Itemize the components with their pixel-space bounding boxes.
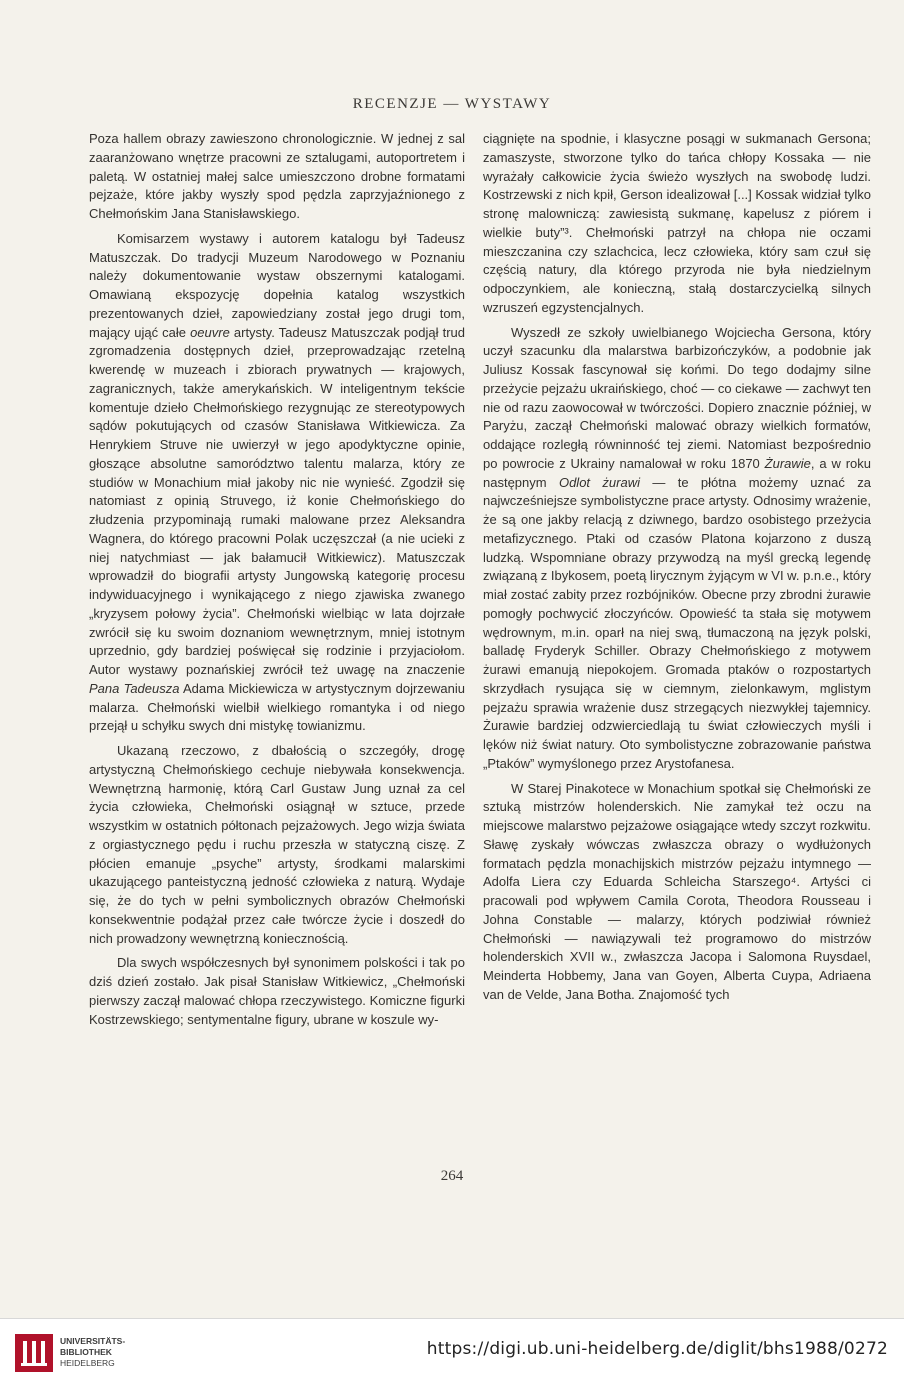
left-paragraph-3: Ukazaną rzeczowo, z dbałością o szczegóły, drogę artystyczną Chełmońskiego cechuje niebywała konsekwencja. Wewnętrzną harmonię, którą Carl Gustaw Jung uznał za cel życia człowieka, Chełmoński osiągnął w sztuce, przede wszystkim w ostatnich półtonach pejzażowych. Jego wizja świata z orgiastycznego pędu i ruchu przeszła w statyczną ciszę. Z płócien emanuje „psyche” artysty, środkami malarskimi ukazującego panteistyczną jedność człowieka z naturą. Wydaje się, że do tych w pełni symbolicznych obrazów Chełmoński konsekwentnie podążał przez całe twórcze życie i doszedł do nich prowadzony wewnętrzną koniecznością.	[89, 743, 465, 946]
left-paragraph-2-text-c: Adama Mickiewicza w artystycznym dojrzewaniu malarza. Chełmoński wielbił wielkiego romantyka i od niego przejął u schyłku swych dni mistykę towianizmu.	[89, 680, 465, 734]
left-paragraph-2-text-a: Komisarzem wystawy i autorem katalogu był Tadeusz Matuszczak. Do tradycji Muzeum Narodowego w Poznaniu należy dokumentowanie wystaw obszernymi katalogami. Omawianą ekspozycję dopełnia katalog wszystkich prezentowanych dzieł, zapowiedziany został jego drugi tom, mający ująć całe	[89, 230, 465, 340]
pan-tadeusz-italic: Pana Tadeusza	[89, 680, 180, 696]
left-column	[89, 130, 465, 1035]
right-paragraph-2-text-c: — te płótna możemy uznać za najwcześniejsze symbolistyczne prace artysty. Odnosimy wrażenie, że są one jakby relacją z dziwnego, bardzo osobistego przeżycia metafizycznego. Ptaki od czasów Platona kojarzono z duszą ludzką. Wspomniane obrazy przywodzą na myśl grecką legendę związaną z Ibykosem, poetą lirycznym żyjącym w VI w. p.n.e., który miał zostać zabity przez rozbójników. Obecne przy zbrodni żurawie pomogły pochwycić złoczyńców. Opowieść ta stała się motywem wędrownym, m.in. oparł na niej swą, tłumaczoną na język polski, balladę Fryderyk Schiller. Obrazy Chełmońskiego z motywem żurawi emanują niepokojem. Gromada ptaków o rozpostartych skrzydłach rysująca się w ciemnym, zielonkawym, mglistym pejzażu sprawia wrażenie dusz strzegących niezwykłej tajemnicy. Żurawie bardziej odzwierciedlają tu świat człowieczych myśli i lęków niż świat natury. Oto symbolistyczne zobrazowanie państwa „Ptaków” wymyślonego przez Arystofanesa.	[483, 474, 871, 771]
logo-line-2: BIBLIOTHEK	[60, 1347, 112, 1357]
logo-line-3: HEIDELBERG	[60, 1358, 115, 1368]
left-paragraph-2-text-b: artysty. Tadeusz Matuszczak podjął trud zgromadzenia dostępnych dzieł, przeprowadzając rzetelną kwerendę w muzeach i zbiorach prywatnych — krajowych, zagranicznych, także amerykańskich. W inteligentnym tekście komentuje dzieło Chełmońskiego rezygnując ze stereotypowych sądów pokutujących od czasów Stanisława Witkiewicza. Za Henrykiem Struve nie uwierzył w jego apodyktyczne opinie, głoszące absolutne samorództwo talentu malarza, który ze studiów w Monachium miał jakoby nic nie wynieść. Zgodził się natomiast z opinią Struvego, iż konie Chełmońskiego do złudzenia przypominają rumaki malowane przez Aleksandra Wagnera, do którego pracowni Polak uczęszczał (a nie ucieki z niej natychmiast — jak bałamucił Witkiewicz). Matuszczak wprowadził do biografii artysty Jungowską kategorię procesu indywiduacyjnego i wynikającego z niego zjawiska zwanego „kryzysem połowy życia”. Chełmoński wielbiąc w lata dojrzałe zwrócił się ku swoim doznaniom wewnętrznym, mniej istotnym uprzednio, gdy bardziej poświęcał się rodzinie i przyjaciołom. Autor wystawy poznańskiej zwrócił też uwagę na znaczenie	[89, 324, 465, 677]
right-paragraph-1: ciągnięte na spodnie, i klasyczne posągi w sukmanach Gersona; zamaszyste, stworzone tylko do tańca chłopy Kossaka — nie wyrażały całkowicie życia świeżo wyszłych na swobodę ludzi. Kostrzewski z nich kpił, Gerson idealizował [...] Kossak widział tylko stronę malowniczą: zawiesistą sukmanę, kapelusz z piórem i wielkie buty”³. Chełmoński patrzył na chłopa nie oczami mieszczanina czy szlachcica, lecz człowieka, który sam czuł się częścią natury, dla którego przyroda nie była niedzielnym odpoczynkiem, ale konieczną, stałą dostarczycielką silnych wzruszeń egzystencjalnych.	[483, 131, 871, 315]
right-paragraph-2-text-b: , a w roku następnym	[483, 455, 871, 490]
university-library-logo[interactable]	[14, 1329, 184, 1379]
right-paragraph-2-text-a: Wyszedł ze szkoły uwielbianego Wojciecha Gersona, który uczył szacunku dla malarstwa barbizończyków, a podobnie jak Juliusz Kossak fascynował się końmi. Do tego dodajmy silne przeżycie pejzażu ukraińskiego, choć — co ciekawe — zachwyt ten nie od razu zaowocował w twórczości. Dopiero znacznie później, w Paryżu, zaczął Chełmoński malować obrazy wielkich formatów, oddające rozległą równinność tej ziemi. Natomiast bezpośrednio po powrocie z Ukrainy namalował w roku 1870	[483, 324, 872, 471]
logo-line-1: UNIVERSITÄTS-	[60, 1336, 126, 1346]
oeuvre-italic: oeuvre	[190, 324, 230, 340]
library-logo-text	[60, 1336, 125, 1369]
right-paragraph-3: W Starej Pinakotece w Monachium spotkał się Chełmoński ze sztuką mistrzów holenderskich. Nie zamykał też oczu na miejscowe malarstwo pejzażowe osiągające wtedy szczyt rozkwitu. Sławę zyskały wówczas zwłaszcza obrazy o wydłużonych formatach pędzla monachijskich mistrzów pejzażu intymnego — Adolfa Liera czy Eduarda Schleicha Starszego⁴. Artyści ci pracowali pod wpływem Camila Corota, Theodora Rousseau i Johna Constable — malarzy, których podziwiał również Chełmoński — nawiązywali też programowo do mistrzów holenderskich XVII w., zwłaszcza Jacopa i Salomona Ruysdael, Meinderta Hobbemy, Jana van Goyen, Alberta Cuypa, Adriaena van de Velde, Jana Botha. Znajomość tych	[483, 780, 871, 1002]
right-paragraph-2	[483, 324, 871, 774]
viewer-footer	[0, 1318, 904, 1391]
left-paragraph-2	[89, 230, 465, 736]
left-paragraph-1: Poza hallem obrazy zawieszono chronologicznie. W jednej z sal zaaranżowano wnętrze pracowni ze sztalugami, autoportretem i paletą. W ostatniej małej salce umieszczono drobne formatami pejzaże, które jakby wyszły spod pędzla zaprzyjaźnionego z Chełmońskim Jana Stanisławskiego.	[89, 131, 465, 221]
running-head: RECENZJE — WYSTAWY	[352, 96, 552, 112]
right-column	[483, 130, 871, 1011]
library-logo-icon	[14, 1333, 54, 1373]
page-number: 264	[440, 1168, 464, 1184]
odlot-zurawi-italic: Odlot żurawi	[558, 474, 640, 490]
left-paragraph-4: Dla swych współczesnych był synonimem polskości i tak po dziś dzień zostało. Jak pisał Stanisław Witkiewicz, „Chełmoński pierwszy zaczął malować chłopa rzeczywistego. Komiczne figurki Kostrzewskiego; sentymentalne figury, ubrane w koszule wy-	[89, 955, 465, 1027]
zurawie-italic: Żurawie	[764, 455, 811, 471]
permalink-url[interactable]: https://digi.ub.uni-heidelberg.de/diglit/bhs1988/0272	[426, 1339, 888, 1359]
